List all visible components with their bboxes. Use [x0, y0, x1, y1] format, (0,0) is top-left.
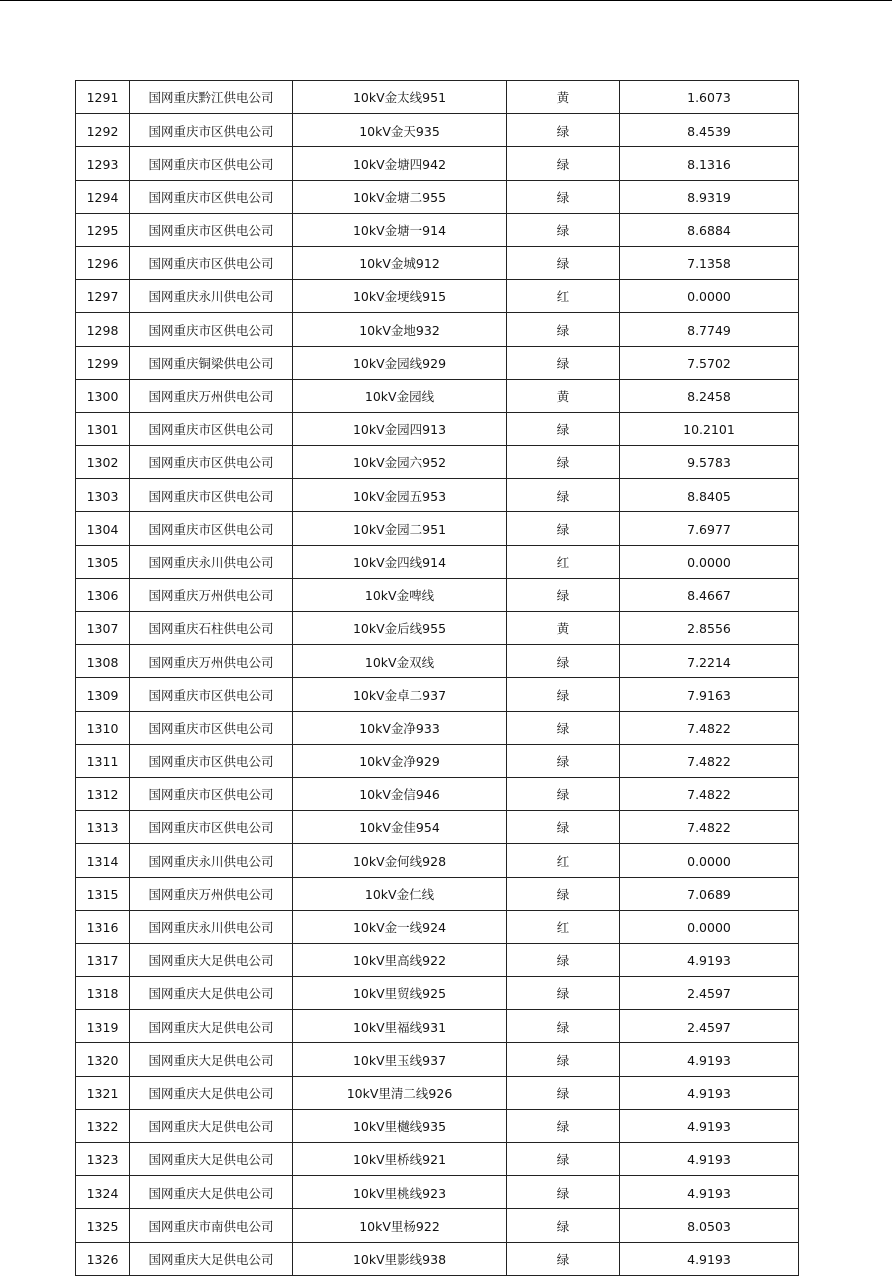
- row-number-cell: 1295: [76, 213, 130, 246]
- value-cell: 4.9193: [620, 943, 799, 976]
- row-number-cell: 1307: [76, 612, 130, 645]
- row-number-cell: 1306: [76, 578, 130, 611]
- line-name-cell: 10kV里桥线921: [293, 1143, 507, 1176]
- line-name-cell: 10kV金后线955: [293, 612, 507, 645]
- table-row: [76, 844, 799, 877]
- status-cell: 绿: [507, 1043, 620, 1076]
- company-cell: 国网重庆市区供电公司: [130, 479, 293, 512]
- table-row: [76, 612, 799, 645]
- status-cell: 绿: [507, 711, 620, 744]
- table-row: [76, 1176, 799, 1209]
- value-cell: 8.8405: [620, 479, 799, 512]
- company-cell: 国网重庆石柱供电公司: [130, 612, 293, 645]
- row-number-cell: 1319: [76, 1010, 130, 1043]
- company-cell: 国网重庆大足供电公司: [130, 943, 293, 976]
- value-cell: 8.4667: [620, 578, 799, 611]
- status-cell: 绿: [507, 877, 620, 910]
- line-name-cell: 10kV金信946: [293, 777, 507, 810]
- row-number-cell: 1325: [76, 1209, 130, 1242]
- value-cell: 7.6977: [620, 512, 799, 545]
- company-cell: 国网重庆市区供电公司: [130, 180, 293, 213]
- row-number-cell: 1323: [76, 1143, 130, 1176]
- value-cell: 4.9193: [620, 1143, 799, 1176]
- table-row: [76, 977, 799, 1010]
- row-number-cell: 1324: [76, 1176, 130, 1209]
- row-number-cell: 1291: [76, 81, 130, 114]
- value-cell: 7.4822: [620, 711, 799, 744]
- status-cell: 绿: [507, 479, 620, 512]
- status-cell: 绿: [507, 346, 620, 379]
- line-name-cell: 10kV金卓二937: [293, 678, 507, 711]
- row-number-cell: 1321: [76, 1076, 130, 1109]
- line-name-cell: 10kV金园五953: [293, 479, 507, 512]
- row-number-cell: 1309: [76, 678, 130, 711]
- line-name-cell: 10kV金太线951: [293, 81, 507, 114]
- status-cell: 黄: [507, 379, 620, 412]
- company-cell: 国网重庆大足供电公司: [130, 1109, 293, 1142]
- row-number-cell: 1296: [76, 246, 130, 279]
- table-row: [76, 1076, 799, 1109]
- value-cell: 8.6884: [620, 213, 799, 246]
- line-name-cell: 10kV里影线938: [293, 1242, 507, 1275]
- company-cell: 国网重庆市区供电公司: [130, 446, 293, 479]
- value-cell: 0.0000: [620, 910, 799, 943]
- status-cell: 绿: [507, 1176, 620, 1209]
- line-name-cell: 10kV金何线928: [293, 844, 507, 877]
- row-number-cell: 1297: [76, 280, 130, 313]
- line-name-cell: 10kV金塘二955: [293, 180, 507, 213]
- page-top-rule: [0, 0, 892, 1]
- line-name-cell: 10kV金园六952: [293, 446, 507, 479]
- value-cell: 9.5783: [620, 446, 799, 479]
- line-name-cell: 10kV金佳954: [293, 811, 507, 844]
- table-row: [76, 114, 799, 147]
- value-cell: 1.6073: [620, 81, 799, 114]
- table-row: [76, 180, 799, 213]
- table-row: [76, 1242, 799, 1275]
- value-cell: 4.9193: [620, 1043, 799, 1076]
- line-name-cell: 10kV金地932: [293, 313, 507, 346]
- row-number-cell: 1318: [76, 977, 130, 1010]
- company-cell: 国网重庆万州供电公司: [130, 645, 293, 678]
- line-name-cell: 10kV金园线: [293, 379, 507, 412]
- status-cell: 绿: [507, 147, 620, 180]
- row-number-cell: 1298: [76, 313, 130, 346]
- line-name-cell: 10kV金埂线915: [293, 280, 507, 313]
- table-row: [76, 512, 799, 545]
- line-name-cell: 10kV里杨922: [293, 1209, 507, 1242]
- table-body: [76, 81, 799, 1276]
- status-cell: 红: [507, 910, 620, 943]
- row-number-cell: 1322: [76, 1109, 130, 1142]
- row-number-cell: 1315: [76, 877, 130, 910]
- status-cell: 红: [507, 844, 620, 877]
- value-cell: 7.4822: [620, 744, 799, 777]
- company-cell: 国网重庆市区供电公司: [130, 811, 293, 844]
- status-cell: 绿: [507, 1076, 620, 1109]
- line-name-cell: 10kV金四线914: [293, 545, 507, 578]
- value-cell: 8.7749: [620, 313, 799, 346]
- value-cell: 2.8556: [620, 612, 799, 645]
- status-cell: 绿: [507, 1010, 620, 1043]
- value-cell: 4.9193: [620, 1242, 799, 1275]
- company-cell: 国网重庆市南供电公司: [130, 1209, 293, 1242]
- company-cell: 国网重庆大足供电公司: [130, 1043, 293, 1076]
- status-cell: 绿: [507, 1143, 620, 1176]
- status-cell: 绿: [507, 1209, 620, 1242]
- line-name-cell: 10kV里清二线926: [293, 1076, 507, 1109]
- table-row: [76, 412, 799, 445]
- table-row: [76, 777, 799, 810]
- value-cell: 7.4822: [620, 811, 799, 844]
- line-name-cell: 10kV里樾线935: [293, 1109, 507, 1142]
- table-row: [76, 910, 799, 943]
- line-name-cell: 10kV金塘四942: [293, 147, 507, 180]
- company-cell: 国网重庆大足供电公司: [130, 977, 293, 1010]
- company-cell: 国网重庆万州供电公司: [130, 578, 293, 611]
- line-name-cell: 10kV里玉线937: [293, 1043, 507, 1076]
- status-cell: 红: [507, 280, 620, 313]
- table-row: [76, 346, 799, 379]
- value-cell: 7.5702: [620, 346, 799, 379]
- company-cell: 国网重庆大足供电公司: [130, 1076, 293, 1109]
- line-name-cell: 10kV金塘一914: [293, 213, 507, 246]
- status-cell: 绿: [507, 213, 620, 246]
- line-name-cell: 10kV金城912: [293, 246, 507, 279]
- line-name-cell: 10kV里福线931: [293, 1010, 507, 1043]
- company-cell: 国网重庆市区供电公司: [130, 678, 293, 711]
- value-cell: 4.9193: [620, 1176, 799, 1209]
- row-number-cell: 1305: [76, 545, 130, 578]
- row-number-cell: 1313: [76, 811, 130, 844]
- company-cell: 国网重庆永川供电公司: [130, 844, 293, 877]
- line-name-cell: 10kV金园二951: [293, 512, 507, 545]
- line-name-cell: 10kV金一线924: [293, 910, 507, 943]
- row-number-cell: 1301: [76, 412, 130, 445]
- row-number-cell: 1302: [76, 446, 130, 479]
- status-cell: 绿: [507, 246, 620, 279]
- value-cell: 8.4539: [620, 114, 799, 147]
- table-row: [76, 479, 799, 512]
- table-row: [76, 1043, 799, 1076]
- table-row: [76, 811, 799, 844]
- table-row: [76, 1209, 799, 1242]
- company-cell: 国网重庆市区供电公司: [130, 744, 293, 777]
- status-cell: 绿: [507, 977, 620, 1010]
- company-cell: 国网重庆市区供电公司: [130, 777, 293, 810]
- company-cell: 国网重庆市区供电公司: [130, 213, 293, 246]
- row-number-cell: 1304: [76, 512, 130, 545]
- company-cell: 国网重庆大足供电公司: [130, 1143, 293, 1176]
- value-cell: 2.4597: [620, 977, 799, 1010]
- row-number-cell: 1326: [76, 1242, 130, 1275]
- line-name-cell: 10kV里桃线923: [293, 1176, 507, 1209]
- value-cell: 7.0689: [620, 877, 799, 910]
- row-number-cell: 1308: [76, 645, 130, 678]
- table-row: [76, 678, 799, 711]
- table-row: [76, 246, 799, 279]
- table-row: [76, 943, 799, 976]
- value-cell: 8.2458: [620, 379, 799, 412]
- value-cell: 8.9319: [620, 180, 799, 213]
- status-cell: 绿: [507, 446, 620, 479]
- line-name-cell: 10kV里高线922: [293, 943, 507, 976]
- row-number-cell: 1293: [76, 147, 130, 180]
- value-cell: 10.2101: [620, 412, 799, 445]
- row-number-cell: 1292: [76, 114, 130, 147]
- company-cell: 国网重庆永川供电公司: [130, 280, 293, 313]
- company-cell: 国网重庆黔江供电公司: [130, 81, 293, 114]
- table-row: [76, 280, 799, 313]
- table-row: [76, 1109, 799, 1142]
- status-cell: 绿: [507, 1109, 620, 1142]
- company-cell: 国网重庆万州供电公司: [130, 877, 293, 910]
- value-cell: 8.1316: [620, 147, 799, 180]
- status-cell: 绿: [507, 777, 620, 810]
- line-name-cell: 10kV金啤线: [293, 578, 507, 611]
- status-cell: 绿: [507, 313, 620, 346]
- status-cell: 绿: [507, 744, 620, 777]
- table-row: [76, 1010, 799, 1043]
- row-number-cell: 1317: [76, 943, 130, 976]
- line-name-cell: 10kV金天935: [293, 114, 507, 147]
- status-cell: 绿: [507, 943, 620, 976]
- company-cell: 国网重庆永川供电公司: [130, 910, 293, 943]
- value-cell: 7.2214: [620, 645, 799, 678]
- status-cell: 绿: [507, 578, 620, 611]
- company-cell: 国网重庆永川供电公司: [130, 545, 293, 578]
- row-number-cell: 1316: [76, 910, 130, 943]
- company-cell: 国网重庆大足供电公司: [130, 1242, 293, 1275]
- row-number-cell: 1320: [76, 1043, 130, 1076]
- table-row: [76, 545, 799, 578]
- status-cell: 绿: [507, 1242, 620, 1275]
- table-row: [76, 313, 799, 346]
- company-cell: 国网重庆市区供电公司: [130, 114, 293, 147]
- row-number-cell: 1303: [76, 479, 130, 512]
- company-cell: 国网重庆大足供电公司: [130, 1010, 293, 1043]
- status-cell: 绿: [507, 512, 620, 545]
- row-number-cell: 1311: [76, 744, 130, 777]
- table-row: [76, 213, 799, 246]
- status-cell: 绿: [507, 114, 620, 147]
- company-cell: 国网重庆铜梁供电公司: [130, 346, 293, 379]
- status-cell: 绿: [507, 412, 620, 445]
- table-row: [76, 711, 799, 744]
- status-cell: 红: [507, 545, 620, 578]
- row-number-cell: 1310: [76, 711, 130, 744]
- value-cell: 4.9193: [620, 1076, 799, 1109]
- table-row: [76, 379, 799, 412]
- value-cell: 7.1358: [620, 246, 799, 279]
- value-cell: 7.9163: [620, 678, 799, 711]
- company-cell: 国网重庆市区供电公司: [130, 711, 293, 744]
- row-number-cell: 1299: [76, 346, 130, 379]
- company-cell: 国网重庆万州供电公司: [130, 379, 293, 412]
- status-cell: 绿: [507, 678, 620, 711]
- value-cell: 7.4822: [620, 777, 799, 810]
- status-cell: 绿: [507, 180, 620, 213]
- line-name-cell: 10kV金园线929: [293, 346, 507, 379]
- line-name-cell: 10kV金仁线: [293, 877, 507, 910]
- value-cell: 0.0000: [620, 545, 799, 578]
- line-name-cell: 10kV金园四913: [293, 412, 507, 445]
- company-cell: 国网重庆市区供电公司: [130, 412, 293, 445]
- value-cell: 0.0000: [620, 280, 799, 313]
- value-cell: 4.9193: [620, 1109, 799, 1142]
- company-cell: 国网重庆大足供电公司: [130, 1176, 293, 1209]
- table-row: [76, 1143, 799, 1176]
- table-row: [76, 578, 799, 611]
- table-row: [76, 446, 799, 479]
- row-number-cell: 1312: [76, 777, 130, 810]
- value-cell: 0.0000: [620, 844, 799, 877]
- line-name-cell: 10kV金净933: [293, 711, 507, 744]
- row-number-cell: 1300: [76, 379, 130, 412]
- company-cell: 国网重庆市区供电公司: [130, 246, 293, 279]
- row-number-cell: 1314: [76, 844, 130, 877]
- value-cell: 2.4597: [620, 1010, 799, 1043]
- value-cell: 8.0503: [620, 1209, 799, 1242]
- table-row: [76, 744, 799, 777]
- data-table: [75, 80, 799, 1276]
- line-name-cell: 10kV金双线: [293, 645, 507, 678]
- line-name-cell: 10kV金净929: [293, 744, 507, 777]
- status-cell: 黄: [507, 612, 620, 645]
- line-name-cell: 10kV里贸线925: [293, 977, 507, 1010]
- company-cell: 国网重庆市区供电公司: [130, 313, 293, 346]
- table-row: [76, 877, 799, 910]
- table-row: [76, 645, 799, 678]
- table-row: [76, 81, 799, 114]
- company-cell: 国网重庆市区供电公司: [130, 512, 293, 545]
- status-cell: 绿: [507, 645, 620, 678]
- row-number-cell: 1294: [76, 180, 130, 213]
- table-row: [76, 147, 799, 180]
- status-cell: 黄: [507, 81, 620, 114]
- status-cell: 绿: [507, 811, 620, 844]
- company-cell: 国网重庆市区供电公司: [130, 147, 293, 180]
